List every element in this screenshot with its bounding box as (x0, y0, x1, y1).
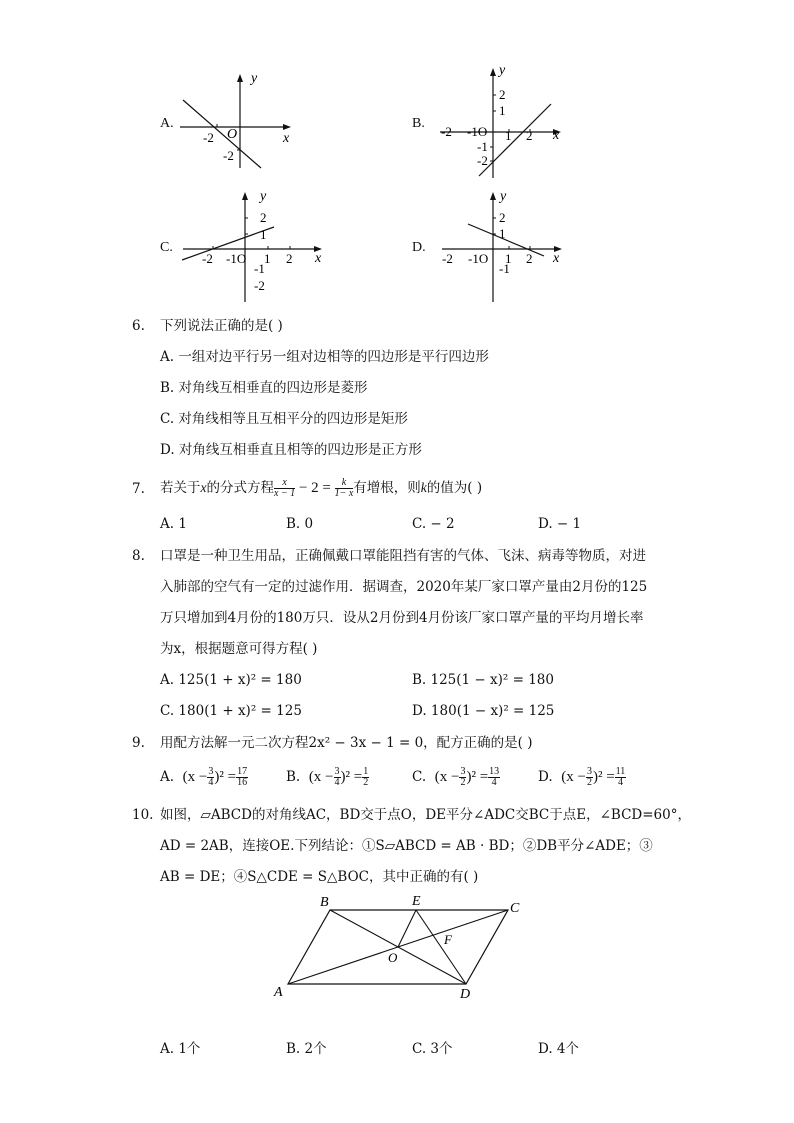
q9-b-rhs (362, 767, 369, 788)
q9-d-rhs (615, 767, 627, 788)
q8-line-2: 入肺部的空气有一定的过滤作用．据调查，2020年某厂家口罩产量由2月份的125 (160, 579, 648, 595)
q9-d-rd: 4 (617, 777, 623, 788)
q9-b-rn: 1 (363, 766, 369, 777)
q10-option-d: D. 4个 (538, 1041, 580, 1057)
q8-line-4: 为x，根据题意可得方程( ) (160, 641, 318, 657)
option-b-letter: B. (412, 116, 425, 131)
segment-de (416, 910, 466, 984)
label-b: B (320, 895, 329, 910)
tick-yn2: -2 (477, 153, 488, 168)
q9-b-frac (334, 767, 341, 788)
q7-option-c: C. − 2 (412, 516, 455, 532)
q9-option-c (412, 767, 500, 788)
tick-2: 2 (526, 251, 533, 266)
x-label: x (553, 251, 560, 266)
y-label: y (260, 189, 267, 204)
graph-d (432, 186, 572, 306)
q6-option-d: D. 对角线互相垂直且相等的四边形是正方形 (160, 442, 422, 458)
graph-c (178, 186, 328, 306)
y-label: y (500, 189, 507, 204)
option-c-letter: C. (160, 240, 173, 255)
q9-c-rd: 4 (491, 777, 497, 788)
q9-option-d (538, 767, 626, 788)
q9-option-a (160, 767, 248, 788)
label-a: A (274, 985, 283, 1000)
q7-stem-b: 的分式方程 (206, 480, 274, 496)
q7-frac2-den: 1− x (334, 488, 354, 499)
q9-c-mid: )² = (466, 769, 489, 785)
tick-1: 1 (505, 251, 512, 266)
q9-a-pre: (x − (182, 769, 208, 785)
graph-b (435, 62, 570, 180)
q9-b-rd: 2 (363, 777, 369, 788)
tick-y1: 1 (499, 103, 506, 118)
y-label: y (251, 71, 258, 86)
q9-a-rn: 17 (237, 766, 248, 777)
tick-neg2-y: -2 (223, 148, 234, 163)
q9-b-letter: B. (286, 769, 301, 785)
q7-var-k: k (420, 480, 427, 495)
q9-a-mid: )² = (214, 769, 237, 785)
x-arrow (283, 124, 291, 130)
q10-option-b: B. 2个 (286, 1041, 327, 1057)
q6-number: 6. (132, 318, 145, 334)
q8-option-b: B. 125(1 − x)² = 180 (412, 672, 554, 688)
q9-c-letter: C. (412, 769, 427, 785)
q7-stem-a: 若关于 (160, 480, 201, 496)
tick-neg2-x: -2 (203, 130, 214, 145)
q9-c-pre: (x − (434, 769, 460, 785)
y-arrow (237, 74, 243, 82)
q10-number: 10. (132, 807, 154, 823)
q9-c-rhs (488, 767, 500, 788)
tick-neg1-origin: -1O (226, 251, 247, 266)
q10-line-3: AB = DE；④S△CDE = S△BOC，其中正确的有( ) (160, 869, 479, 885)
q7-number: 7. (132, 481, 145, 497)
label-d: D (460, 987, 471, 1002)
q9-a-rhs (236, 767, 248, 788)
option-a-letter: A. (160, 116, 174, 131)
q10-option-c: C. 3个 (412, 1041, 453, 1057)
tick-neg2: -2 (441, 124, 452, 139)
tick-yn1: -1 (477, 139, 488, 154)
q8-option-c: C. 180(1 + x)² = 125 (160, 703, 302, 719)
q9-d-pre: (x − (561, 769, 586, 785)
tick-yn1: -1 (254, 261, 265, 276)
q8-option-a: A. 125(1 + x)² = 180 (160, 672, 302, 688)
q7-var-x: x (200, 480, 207, 495)
graph-line (479, 104, 551, 176)
q9-d-fn: 3 (586, 766, 592, 777)
q7-frac1-num: x (274, 478, 295, 489)
tick-neg2: -2 (442, 251, 453, 266)
q10-option-a: A. 1个 (160, 1041, 201, 1057)
q9-d-letter: D. (538, 769, 553, 785)
q9-c-fn: 3 (460, 766, 466, 777)
tick-yn1: -1 (499, 261, 510, 276)
q10-parallelogram-figure (270, 892, 530, 1002)
q6-option-b: B. 对角线互相垂直的四边形是菱形 (160, 380, 368, 396)
q9-stem: 用配方法解一元二次方程2x² − 3x − 1 = 0，配方正确的是( ) (160, 735, 533, 751)
tick-y2: 2 (499, 210, 506, 225)
x-label: x (315, 251, 322, 266)
y-label: y (499, 63, 506, 78)
label-c: C (510, 901, 520, 916)
q7-stem (160, 478, 482, 499)
q9-d-rn: 11 (615, 766, 626, 777)
graph-line (183, 100, 261, 168)
q9-c-fd: 2 (460, 777, 466, 788)
tick-neg1-origin: -1O (467, 124, 488, 139)
q9-option-b (286, 767, 369, 788)
q9-d-fd: 2 (586, 777, 592, 788)
x-label: x (283, 131, 290, 146)
q10-line-2: AD = 2AB，连接OE.下列结论：①S▱ABCD = AB · BD；②DB平分∠ADE；③ (160, 838, 653, 854)
tick-y1: 1 (499, 226, 506, 241)
tick-y2: 2 (260, 210, 267, 225)
label-f: F (444, 932, 452, 947)
label-o: O (388, 950, 398, 965)
q8-line-1: 口罩是一种卫生用品，正确佩戴口罩能阻挡有害的气体、飞沫、病毒等物质，对进 (160, 548, 646, 564)
tick-2: 2 (526, 128, 533, 143)
option-d-letter: D. (412, 240, 426, 255)
graph-a (175, 68, 295, 173)
tick-1: 1 (264, 251, 271, 266)
label-e: E (412, 894, 421, 909)
q6-option-a: A. 一组对边平行另一组对边相等的四边形是平行四边形 (160, 349, 489, 365)
q8-line-3: 万只增加到4月份的180万只．设从2月份到4月份该厂家口罩产量的平均月增长率 (160, 610, 644, 626)
q7-frac1 (274, 478, 295, 499)
q8-option-d: D. 180(1 − x)² = 125 (412, 703, 555, 719)
tick-1: 1 (505, 128, 512, 143)
q9-number: 9. (132, 735, 145, 751)
q6-stem: 下列说法正确的是( ) (160, 318, 283, 334)
q7-option-d: D. − 1 (538, 516, 582, 532)
q9-a-letter: A. (160, 769, 175, 785)
q8-number: 8. (132, 548, 145, 564)
q9-a-fn: 3 (208, 766, 214, 777)
q7-frac1-den: x − 1 (274, 488, 296, 499)
origin-label: O (227, 127, 238, 142)
tick-neg1-origin: -1O (468, 251, 489, 266)
q9-b-fn: 3 (334, 766, 340, 777)
tick-y2: 2 (499, 87, 506, 102)
q7-frac2 (335, 478, 354, 499)
q7-frac2-num: k (335, 478, 354, 489)
x-label: x (553, 128, 560, 143)
q6-option-c: C. 对角线相等且互相平分的四边形是矩形 (160, 411, 408, 427)
tick-yn2: -2 (254, 278, 265, 293)
q7-option-b: B. 0 (286, 516, 314, 532)
q7-mid: − 2 = (295, 480, 335, 496)
tick-neg2: -2 (202, 251, 213, 266)
q10-line-1: 如图，▱ABCD的对角线AC，BD交于点O，DE平分∠ADC交BC于点E，∠BCD=60°， (160, 807, 691, 823)
q9-a-fd: 4 (208, 777, 214, 788)
q7-stem-d: 的值为( ) (426, 480, 483, 496)
q9-b-mid: )² = (340, 769, 363, 785)
tick-y1: 1 (260, 227, 267, 242)
q9-d-mid: )² = (592, 769, 615, 785)
tick-2: 2 (286, 251, 293, 266)
q7-option-a: A. 1 (160, 516, 187, 532)
q9-b-pre: (x − (308, 769, 334, 785)
q9-a-rd: 16 (237, 777, 248, 788)
q9-c-rn: 13 (489, 766, 500, 777)
q7-stem-c: 有增根，则 (353, 480, 421, 496)
q9-b-fd: 4 (334, 777, 340, 788)
q9-d-frac (586, 767, 593, 788)
